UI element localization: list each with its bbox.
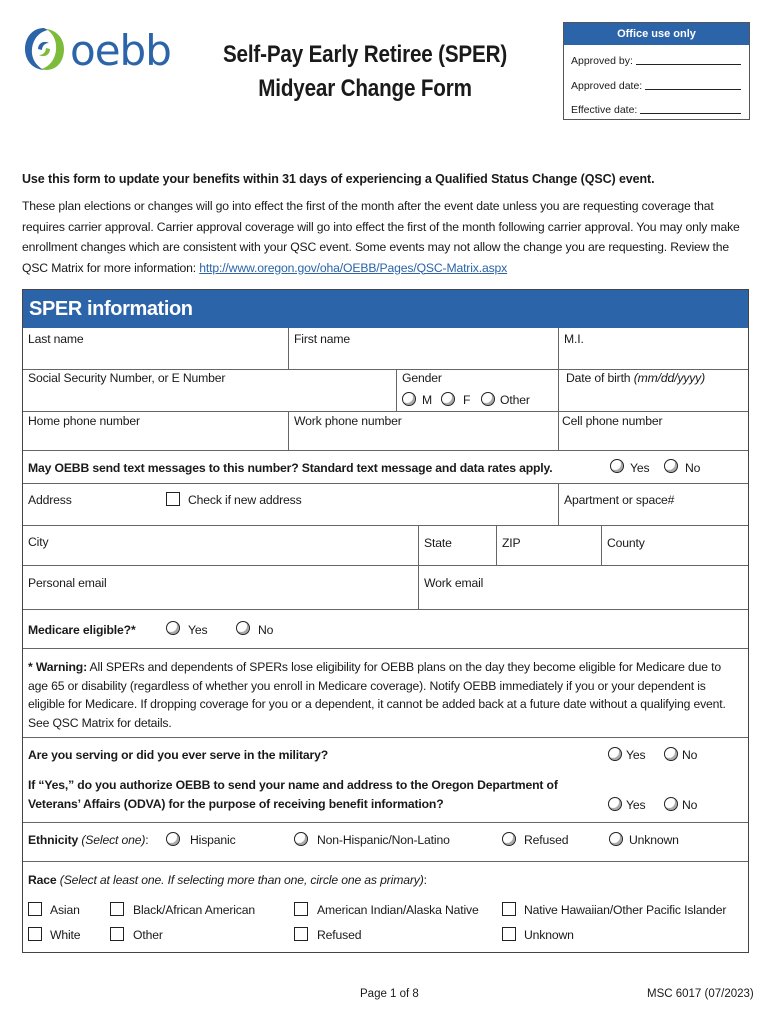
gender-m-label: M	[422, 393, 433, 407]
ethnicity-refused-radio[interactable]	[502, 832, 516, 846]
ethnicity-unknown-label: Unknown	[629, 833, 679, 847]
race-refused-checkbox[interactable]	[294, 927, 308, 941]
divider	[288, 328, 289, 369]
medicare-no-label: No	[258, 623, 274, 637]
personal-email-label: Personal email	[28, 576, 107, 590]
logo-wordmark: oebb	[70, 26, 171, 75]
divider	[23, 450, 748, 451]
text-message-question: May OEBB send text messages to this number? Standard text message and data rates apply.	[28, 461, 553, 475]
intro-heading: Use this form to update your benefits within 31 days of experiencing a Qualified Status Change (QSC) event.	[22, 172, 655, 186]
race-american-indian-checkbox[interactable]	[294, 902, 308, 916]
ethnicity-non-hispanic-label: Non-Hispanic/Non-Latino	[317, 833, 450, 847]
odva-no-radio[interactable]	[664, 797, 678, 811]
text-yes-radio[interactable]	[610, 459, 624, 473]
dob-label	[566, 371, 705, 385]
divider	[558, 369, 559, 411]
divider	[396, 369, 397, 411]
gender-label: Gender	[402, 371, 442, 385]
divider	[23, 411, 748, 412]
military-no-label: No	[682, 748, 698, 762]
new-address-checkbox[interactable]	[166, 492, 180, 506]
divider	[601, 525, 602, 565]
divider	[23, 648, 748, 649]
work-email-label: Work email	[424, 576, 484, 590]
text-yes-label: Yes	[630, 461, 650, 475]
oebb-logo-mark-icon	[22, 24, 66, 74]
divider	[418, 525, 419, 565]
dob-format: (mm/dd/yyyy)	[633, 371, 706, 385]
zip-label: ZIP	[502, 536, 521, 550]
divider	[23, 737, 748, 738]
ethnicity-hispanic-label: Hispanic	[190, 833, 236, 847]
divider	[23, 483, 748, 484]
intro-paragraph	[22, 196, 742, 278]
state-label: State	[424, 536, 452, 550]
race-unknown-checkbox[interactable]	[502, 927, 516, 941]
race-unknown-label: Unknown	[524, 928, 574, 942]
ethnicity-hispanic-radio[interactable]	[166, 832, 180, 846]
gender-other-radio[interactable]	[481, 392, 495, 406]
odva-question-line-1: If “Yes,” do you authorize OEBB to send your name and address to the Oregon Department of	[28, 778, 558, 792]
first-name-label: First name	[294, 332, 351, 346]
gender-m-radio[interactable]	[402, 392, 416, 406]
title-line-1: Self-Pay Early Retiree (SPER)	[222, 41, 508, 68]
effective-date-line[interactable]	[640, 113, 741, 114]
ethnicity-refused-label: Refused	[524, 833, 569, 847]
race-pacific-islander-label: Native Hawaiian/Other Pacific Islander	[524, 903, 727, 917]
race-other-label: Other	[133, 928, 163, 942]
ethnicity-non-hispanic-radio[interactable]	[294, 832, 308, 846]
race-label-text: Race	[28, 873, 57, 887]
military-yes-radio[interactable]	[608, 747, 622, 761]
effective-date-label: Effective date:	[571, 104, 638, 116]
warning-label: * Warning:	[28, 660, 87, 674]
home-phone-label: Home phone number	[28, 414, 140, 428]
approved-by-row[interactable]	[571, 55, 741, 67]
city-label: City	[28, 535, 49, 549]
new-address-label: Check if new address	[188, 493, 302, 507]
race-label: Race (Select at least one. If selecting more than one, circle one as primary):	[28, 873, 427, 887]
divider	[496, 525, 497, 565]
intro-text: These plan elections or changes will go into effect the first of the month after the event date unless you are requesting coverage that requires carrier approval. Carrier approval coverage will go into effect the first of the month following carrier approval. You may only make enrollment changes which are consistent with your QSC event. Some events may not allow the change you are requesting. Review the QSC Matrix for more information:	[22, 199, 740, 275]
address-label: Address	[28, 493, 72, 507]
work-phone-label: Work phone number	[294, 414, 402, 428]
warning-text: All SPERs and dependents of SPERs lose eligibility for OEBB plans on the day they become eligible for Medicare due to age 65 or disability (regardless of whether you enroll in Medicare coverage). Notify OEBB immediately if you or your dependent is eligible for Medicare. If dropping coverage for you or a dependent, it cannot be added back at a future date without a qualifying event. See QSC Matrix for details.	[28, 660, 726, 730]
oebb-logo	[22, 24, 172, 76]
ssn-label: Social Security Number, or E Number	[28, 371, 226, 385]
section-heading: SPER information	[23, 290, 748, 328]
dob-label-text: Date of birth	[566, 371, 631, 385]
title-line-2: Midyear Change Form	[258, 75, 472, 102]
divider	[23, 609, 748, 610]
military-question: Are you serving or did you ever serve in the military?	[28, 748, 329, 762]
effective-date-row[interactable]	[571, 104, 741, 116]
military-yes-label: Yes	[626, 748, 646, 762]
divider	[23, 861, 748, 862]
gender-f-radio[interactable]	[441, 392, 455, 406]
medicare-yes-radio[interactable]	[166, 621, 180, 635]
race-refused-label: Refused	[317, 928, 362, 942]
form-code: MSC 6017 (07/2023)	[647, 988, 754, 1000]
medicare-warning	[28, 658, 740, 732]
divider	[288, 411, 289, 450]
divider	[23, 369, 748, 370]
odva-question-line-2: Veterans’ Affairs (ODVA) for the purpose of receiving benefit information?	[28, 797, 444, 811]
divider	[23, 822, 748, 823]
ethnicity-label: Ethnicity (Select one):	[28, 833, 149, 847]
cell-phone-label: Cell phone number	[562, 414, 663, 428]
qsc-matrix-link[interactable]: http://www.oregon.gov/oha/OEBB/Pages/QSC-Matrix.aspx	[199, 260, 508, 275]
gender-f-label: F	[463, 393, 471, 407]
race-other-checkbox[interactable]	[110, 927, 124, 941]
race-black-checkbox[interactable]	[110, 902, 124, 916]
race-white-label: White	[50, 928, 81, 942]
divider	[23, 565, 748, 566]
race-pacific-islander-checkbox[interactable]	[502, 902, 516, 916]
approved-by-label: Approved by:	[571, 55, 633, 67]
apartment-label: Apartment or space#	[564, 493, 675, 507]
approved-by-line[interactable]	[636, 64, 741, 65]
approved-date-row[interactable]	[571, 80, 741, 92]
race-asian-label: Asian	[50, 903, 80, 917]
office-use-heading: Office use only	[564, 23, 749, 45]
divider	[418, 565, 419, 609]
page-title	[215, 38, 516, 106]
race-asian-checkbox[interactable]	[28, 902, 42, 916]
ethnicity-unknown-radio[interactable]	[609, 832, 623, 846]
page-number: Page 1 of 8	[360, 988, 419, 1000]
divider	[23, 525, 748, 526]
odva-yes-radio[interactable]	[608, 797, 622, 811]
approved-date-label: Approved date:	[571, 80, 643, 92]
medicare-question: Medicare eligible?*	[28, 623, 136, 637]
text-no-radio[interactable]	[664, 459, 678, 473]
gender-other-label: Other	[500, 393, 530, 407]
mi-label: M.I.	[564, 332, 584, 346]
sper-information-section	[22, 289, 749, 953]
text-no-label: No	[685, 461, 701, 475]
race-american-indian-label: American Indian/Alaska Native	[317, 903, 479, 917]
approved-date-line[interactable]	[645, 89, 741, 90]
medicare-yes-label: Yes	[188, 623, 208, 637]
divider	[558, 328, 559, 369]
last-name-label: Last name	[28, 332, 84, 346]
military-no-radio[interactable]	[664, 747, 678, 761]
medicare-no-radio[interactable]	[236, 621, 250, 635]
race-hint: (Select at least one. If selecting more than one, circle one as primary)	[59, 873, 424, 887]
ethnicity-label-text: Ethnicity	[28, 833, 79, 847]
race-white-checkbox[interactable]	[28, 927, 42, 941]
odva-no-label: No	[682, 798, 698, 812]
ethnicity-hint: (Select one)	[81, 833, 146, 847]
odva-yes-label: Yes	[626, 798, 646, 812]
office-use-box	[563, 22, 750, 120]
divider	[558, 483, 559, 525]
race-black-label: Black/African American	[133, 903, 256, 917]
county-label: County	[607, 536, 645, 550]
divider	[558, 411, 559, 450]
